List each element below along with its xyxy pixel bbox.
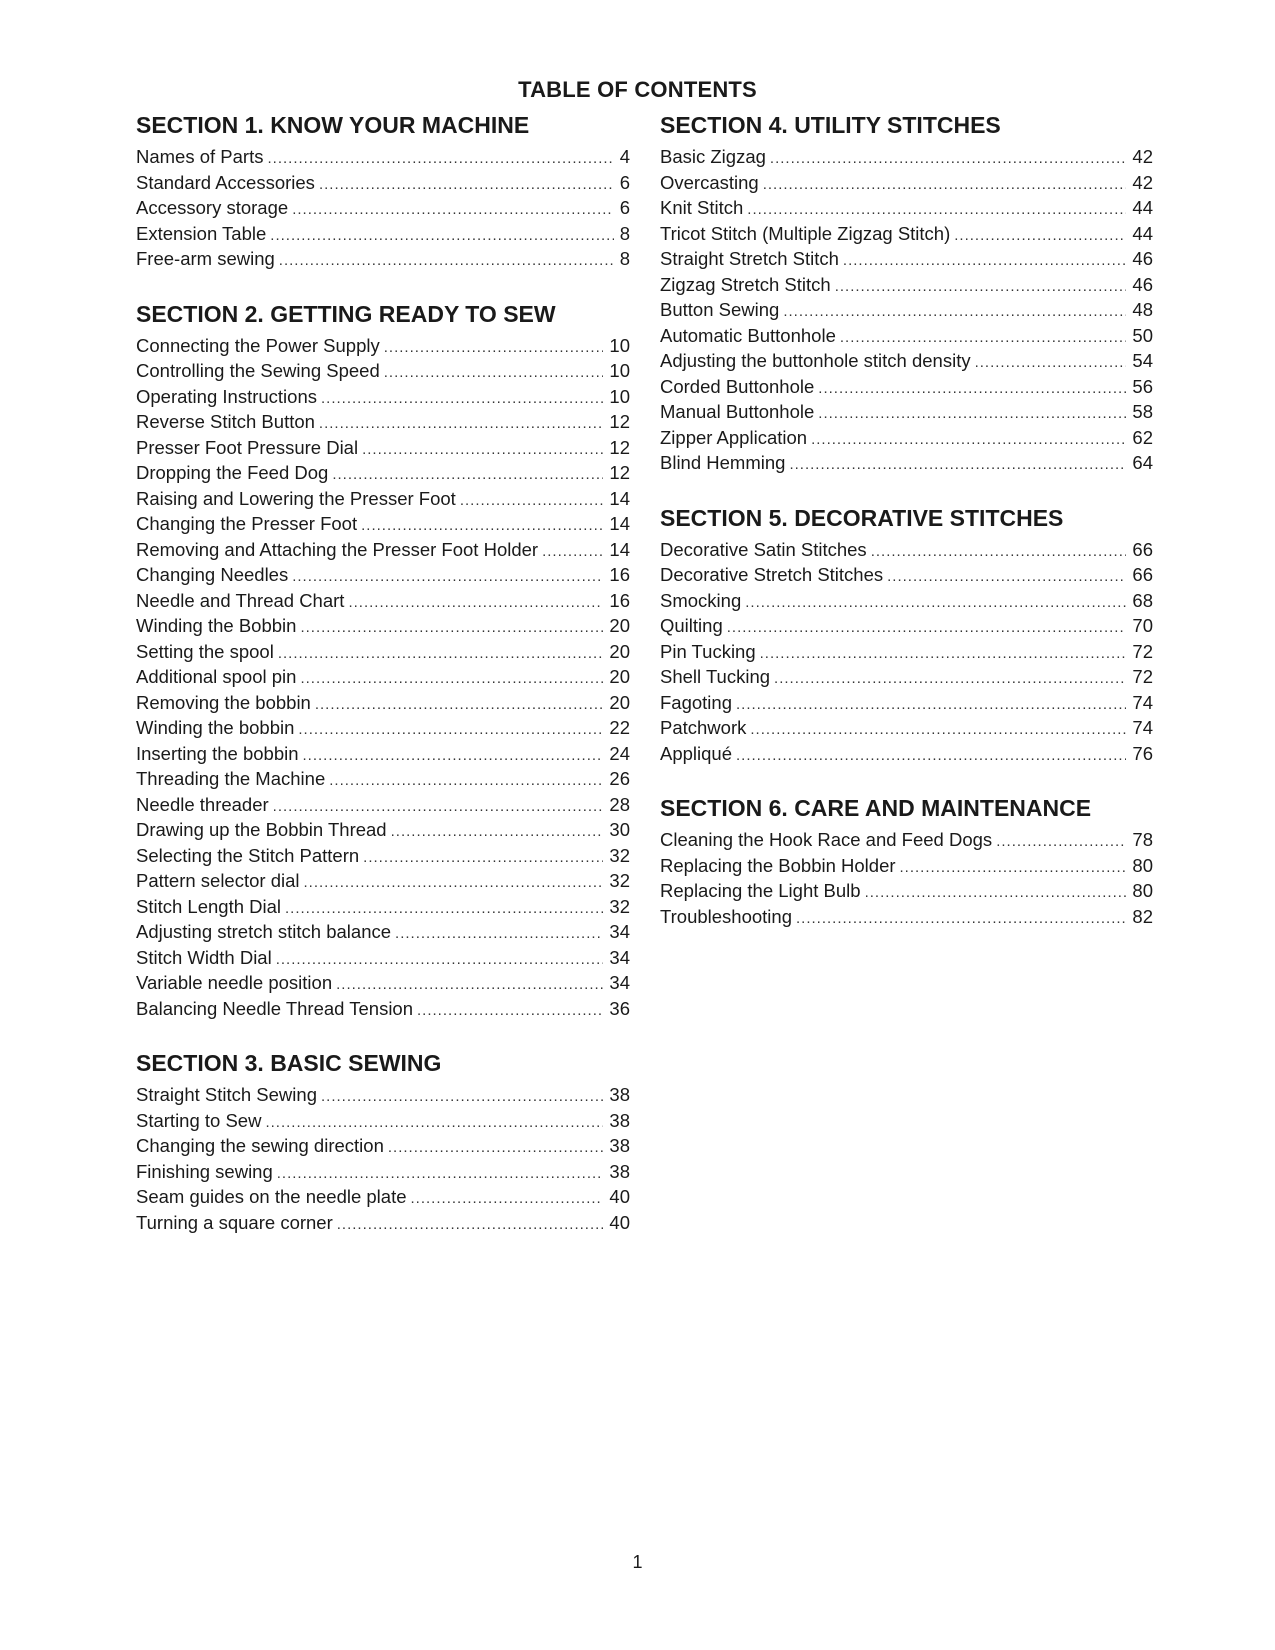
toc-entry-label: Needle threader [136, 793, 269, 815]
toc-entry-label: Winding the bobbin [136, 717, 295, 738]
toc-entry[interactable] [136, 613, 630, 639]
toc-entry-page: 32 [609, 870, 630, 891]
toc-entry-label: Corded Buttonhole [660, 375, 815, 397]
dot-leader [270, 223, 613, 249]
toc-section-section-3 [136, 1049, 630, 1235]
toc-entry[interactable] [136, 817, 630, 843]
toc-entry[interactable] [136, 919, 630, 945]
toc-entry[interactable] [136, 664, 630, 690]
toc-entry-label: Winding the Bobbin [136, 615, 297, 636]
toc-entry[interactable] [660, 639, 1153, 665]
toc-entry-page: 6 [619, 197, 630, 218]
toc-entry-page: 80 [1132, 854, 1153, 876]
toc-entry-page: 40 [609, 1211, 630, 1233]
toc-entry-page: 44 [1132, 222, 1153, 244]
toc-entry[interactable] [136, 170, 630, 196]
toc-entry-page: 8 [619, 248, 630, 269]
dot-leader [417, 998, 603, 1024]
toc-entry-label: Stitch Length Dial [136, 895, 282, 917]
toc-entry-label: Dropping the Feed Dog [136, 462, 329, 483]
toc-entry[interactable] [136, 894, 630, 920]
toc-entry[interactable] [136, 970, 630, 996]
dot-leader [770, 146, 1127, 172]
toc-entry-label: Drawing up the Bobbin Thread [136, 819, 387, 840]
dot-leader [265, 1110, 603, 1136]
toc-entry-label: Replacing the Bobbin Holder [660, 854, 896, 876]
toc-section-section-2 [136, 300, 630, 1022]
dot-leader [789, 452, 1126, 478]
toc-entry-label: Finishing sewing [136, 1160, 273, 1182]
toc-entry[interactable] [660, 741, 1153, 767]
dot-leader [361, 513, 603, 539]
toc-entry-page: 20 [609, 666, 630, 687]
toc-entry[interactable] [136, 1210, 630, 1236]
dot-leader [763, 172, 1127, 198]
toc-entry-label: Pin Tucking [660, 640, 756, 662]
toc-entry-page: 46 [1132, 248, 1153, 269]
toc-entry-page: 64 [1132, 452, 1153, 473]
toc-entry-label: Reverse Stitch Button [136, 411, 315, 432]
toc-entry-label: Button Sewing [660, 299, 780, 320]
toc-entry-label: Cleaning the Hook Race and Feed Dogs [660, 829, 993, 850]
toc-entry-page: 14 [609, 538, 630, 560]
toc-entry[interactable] [136, 511, 630, 537]
toc-entry-label: Accessory storage [136, 197, 289, 218]
dot-leader [783, 299, 1126, 325]
dot-leader [384, 335, 604, 361]
toc-entry-page: 20 [609, 615, 630, 636]
toc-entry-page: 6 [619, 171, 630, 193]
toc-entry-label: Seam guides on the needle plate [136, 1186, 407, 1207]
dot-leader [384, 360, 604, 386]
toc-entry[interactable] [660, 664, 1153, 690]
toc-left-column [136, 111, 630, 1235]
dot-leader [954, 223, 1126, 249]
dot-leader [774, 666, 1126, 692]
section-heading: SECTION 6. CARE AND MAINTENANCE [660, 795, 1092, 821]
dot-leader [277, 1161, 604, 1187]
toc-entry-page: 42 [1132, 146, 1153, 167]
toc-entry[interactable] [136, 333, 630, 359]
toc-entry[interactable] [136, 537, 630, 563]
toc-entry-page: 38 [609, 1109, 630, 1131]
toc-entry[interactable] [136, 715, 630, 741]
dot-leader [278, 641, 604, 667]
toc-entry-page: 40 [609, 1186, 630, 1207]
toc-entry-label: Inserting the bobbin [136, 742, 299, 764]
toc-entry-label: Adjusting stretch stitch balance [136, 921, 392, 942]
toc-entry-page: 72 [1132, 666, 1153, 687]
dot-leader [348, 590, 603, 616]
toc-entry[interactable] [660, 323, 1153, 349]
toc-entry[interactable] [136, 435, 630, 461]
toc-entry-label: Changing the Presser Foot [136, 513, 358, 534]
toc-entry-page: 30 [609, 819, 630, 840]
toc-entry-page: 68 [1132, 589, 1153, 611]
toc-entry-page: 10 [609, 360, 630, 381]
dot-leader [835, 274, 1127, 300]
dot-leader [279, 248, 614, 274]
toc-entry-label: Patchwork [660, 717, 747, 738]
toc-entry[interactable] [136, 195, 630, 221]
toc-entry-label: Controlling the Sewing Speed [136, 360, 380, 381]
dot-leader [840, 325, 1127, 351]
dot-leader [736, 692, 1126, 718]
toc-entry[interactable] [136, 144, 630, 170]
toc-entry-label: Automatic Buttonhole [660, 324, 836, 346]
toc-entry[interactable] [660, 297, 1153, 323]
toc-entry[interactable] [136, 460, 630, 486]
dot-leader [865, 880, 1127, 906]
toc-entry-page: 46 [1132, 273, 1153, 295]
dot-leader [300, 615, 603, 641]
toc-entry-label: Presser Foot Pressure Dial [136, 436, 359, 458]
toc-entry-label: Overcasting [660, 171, 759, 193]
toc-entry-label: Blind Hemming [660, 452, 786, 473]
toc-entry-page: 36 [609, 997, 630, 1019]
toc-entry-label: Free-arm sewing [136, 248, 275, 269]
toc-entry-page: 50 [1132, 324, 1153, 346]
toc-entry[interactable] [660, 613, 1153, 639]
toc-entry-label: Decorative Stretch Stitches [660, 564, 884, 585]
toc-entry-label: Removing and Attaching the Presser Foot Holder [136, 538, 539, 560]
dot-leader [363, 845, 603, 871]
toc-entry[interactable] [660, 450, 1153, 476]
dot-leader [285, 896, 603, 922]
dot-leader [319, 172, 614, 198]
toc-entry[interactable] [136, 588, 630, 614]
page-title: TABLE OF CONTENTS [518, 77, 757, 102]
toc-entry[interactable] [660, 144, 1153, 170]
dot-leader [321, 1084, 603, 1110]
section-heading: SECTION 2. GETTING READY TO SEW [136, 300, 556, 327]
dot-leader [337, 1212, 604, 1238]
toc-entry-page: 70 [1132, 615, 1153, 636]
toc-entry[interactable] [136, 409, 630, 435]
dot-leader [818, 401, 1126, 427]
toc-entry-page: 4 [619, 146, 630, 167]
toc-entry[interactable] [136, 384, 630, 410]
dot-leader [292, 197, 614, 223]
toc-entry-label: Replacing the Light Bulb [660, 880, 861, 901]
toc-entry-label: Changing Needles [136, 564, 289, 585]
toc-entry-page: 56 [1132, 375, 1153, 397]
dot-leader [843, 248, 1127, 274]
toc-entry-label: Operating Instructions [136, 385, 317, 407]
toc-entry[interactable] [660, 690, 1153, 716]
toc-entry-label: Adjusting the buttonhole stitch density [660, 350, 971, 371]
toc-entry-label: Turning a square corner [136, 1211, 333, 1233]
toc-right-column [660, 111, 1153, 929]
toc-entry-label: Starting to Sew [136, 1109, 262, 1131]
toc-entry-page: 42 [1132, 171, 1153, 193]
toc-entry-page: 26 [609, 768, 630, 789]
toc-entry-label: Pattern selector dial [136, 870, 300, 891]
toc-entry[interactable] [136, 792, 630, 818]
toc-entry-label: Appliqué [660, 742, 733, 764]
dot-leader [300, 666, 603, 692]
toc-entry-label: Fagoting [660, 691, 732, 713]
toc-section-section-6 [660, 794, 1153, 929]
toc-entry-label: Basic Zigzag [660, 146, 766, 167]
toc-entry-page: 8 [619, 222, 630, 244]
dot-leader [276, 947, 604, 973]
toc-entry-label: Variable needle position [136, 972, 333, 993]
dot-leader [811, 427, 1126, 453]
toc-entry[interactable] [660, 588, 1153, 614]
toc-entry-page: 12 [609, 462, 630, 483]
toc-entry[interactable] [136, 1108, 630, 1134]
toc-entry-page: 22 [609, 717, 630, 738]
toc-entry-label: Manual Buttonhole [660, 401, 815, 422]
toc-entry-page: 66 [1132, 564, 1153, 585]
dot-leader [727, 615, 1127, 641]
toc-entry[interactable] [660, 221, 1153, 247]
dot-leader [750, 717, 1126, 743]
toc-entry-page: 54 [1132, 350, 1153, 371]
toc-entry[interactable] [136, 358, 630, 384]
toc-entry[interactable] [136, 868, 630, 894]
toc-entry[interactable] [136, 690, 630, 716]
toc-entry-label: Additional spool pin [136, 666, 297, 687]
toc-entry-page: 78 [1132, 829, 1153, 850]
dot-leader [871, 539, 1127, 565]
toc-entry[interactable] [136, 562, 630, 588]
page-number: 1 [632, 1552, 643, 1572]
toc-entry-page: 62 [1132, 426, 1153, 448]
toc-entry-label: Zipper Application [660, 426, 808, 448]
toc-entry-page: 20 [609, 640, 630, 662]
toc-entry[interactable] [136, 741, 630, 767]
section-heading: SECTION 5. DECORATIVE STITCHES [660, 504, 1064, 531]
toc-entry-label: Shell Tucking [660, 666, 771, 687]
dot-leader [887, 564, 1126, 590]
dot-leader [760, 641, 1127, 667]
dot-leader [303, 743, 604, 769]
dot-leader [391, 819, 604, 845]
toc-entry[interactable] [136, 843, 630, 869]
toc-entry-label: Stitch Width Dial [136, 946, 272, 968]
toc-entry-page: 32 [609, 844, 630, 866]
dot-leader [332, 462, 603, 488]
toc-entry[interactable] [136, 1133, 630, 1159]
toc-entry-label: Raising and Lowering the Presser Foot [136, 487, 456, 509]
dot-leader [273, 794, 604, 820]
toc-entry[interactable] [660, 715, 1153, 741]
toc-entry[interactable] [660, 170, 1153, 196]
dot-leader [388, 1135, 604, 1161]
toc-entry-page: 16 [609, 564, 630, 585]
dot-leader [542, 539, 603, 565]
toc-entry-page: 80 [1132, 880, 1153, 901]
toc-entry-page: 24 [609, 742, 630, 764]
toc-entry-label: Balancing Needle Thread Tension [136, 997, 414, 1019]
toc-entry-page: 82 [1132, 905, 1153, 927]
toc-entry-page: 12 [609, 436, 630, 458]
dot-leader [321, 386, 603, 412]
toc-entry-label: Removing the bobbin [136, 691, 311, 713]
toc-entry-label: Needle and Thread Chart [136, 589, 345, 611]
toc-entry[interactable] [660, 425, 1153, 451]
toc-entry-page: 10 [609, 385, 630, 407]
toc-section-section-5 [660, 504, 1153, 767]
dot-leader [818, 376, 1126, 402]
toc-entry-page: 28 [609, 793, 630, 815]
toc-entry[interactable] [136, 1082, 630, 1108]
dot-leader [336, 972, 603, 998]
dot-leader [460, 488, 604, 514]
dot-leader [747, 197, 1126, 223]
dot-leader [395, 921, 603, 947]
toc-entry-label: Setting the spool [136, 640, 274, 662]
dot-leader [304, 870, 604, 896]
toc-entry[interactable] [660, 562, 1153, 588]
toc-entry-label: Decorative Satin Stitches [660, 538, 867, 560]
dot-leader [975, 350, 1127, 376]
toc-entry[interactable] [136, 246, 630, 272]
toc-entry-label: Quilting [660, 615, 723, 636]
toc-entry[interactable] [660, 399, 1153, 425]
toc-entry-page: 38 [609, 1084, 630, 1105]
toc-entry-page: 34 [609, 921, 630, 942]
dot-leader [329, 768, 603, 794]
toc-entry[interactable] [660, 853, 1153, 879]
toc-entry[interactable] [660, 827, 1153, 853]
dot-leader [900, 855, 1127, 881]
toc-entry[interactable] [136, 486, 630, 512]
toc-entry[interactable] [660, 374, 1153, 400]
toc-entry-label: Extension Table [136, 222, 267, 244]
dot-leader [411, 1186, 604, 1212]
toc-entry[interactable] [136, 996, 630, 1022]
toc-entry-page: 12 [609, 411, 630, 432]
toc-entry-page: 38 [609, 1160, 630, 1182]
toc-entry-page: 76 [1132, 742, 1153, 764]
toc-entry-label: Knit Stitch [660, 197, 744, 218]
toc-entry-page: 16 [609, 589, 630, 611]
dot-leader [315, 692, 604, 718]
toc-entry-page: 44 [1132, 197, 1153, 218]
toc-entry-page: 10 [609, 334, 630, 356]
toc-entry[interactable] [660, 246, 1153, 272]
toc-entry-label: Names of Parts [136, 146, 264, 167]
toc-entry[interactable] [136, 945, 630, 971]
section-heading: SECTION 3. BASIC SEWING [136, 1050, 442, 1076]
toc-entry[interactable] [136, 639, 630, 665]
toc-entry-label: Troubleshooting [660, 905, 792, 927]
section-heading: SECTION 1. KNOW YOUR MACHINE [136, 112, 530, 138]
dot-leader [362, 437, 603, 463]
toc-entry[interactable] [136, 1159, 630, 1185]
toc-entry[interactable] [660, 904, 1153, 930]
toc-entry-label: Smocking [660, 589, 742, 611]
toc-entry[interactable] [660, 537, 1153, 563]
toc-entry-label: Standard Accessories [136, 171, 315, 193]
dot-leader [268, 146, 614, 172]
toc-entry-page: 48 [1132, 299, 1153, 320]
toc-entry-page: 58 [1132, 401, 1153, 422]
dot-leader [796, 906, 1126, 932]
dot-leader [736, 743, 1126, 769]
toc-entry-label: Tricot Stitch (Multiple Zigzag Stitch) [660, 222, 951, 244]
toc-entry-page: 72 [1132, 640, 1153, 662]
toc-entry-page: 34 [609, 972, 630, 993]
toc-entry-page: 38 [609, 1135, 630, 1156]
toc-entry-page: 34 [609, 946, 630, 968]
toc-entry[interactable] [660, 878, 1153, 904]
toc-entry-label: Threading the Machine [136, 768, 326, 789]
toc-section-section-4 [660, 111, 1153, 476]
toc-entry-label: Straight Stitch Sewing [136, 1084, 317, 1105]
toc-entry-page: 74 [1132, 691, 1153, 713]
dot-leader [319, 411, 604, 437]
toc-entry-label: Straight Stretch Stitch [660, 248, 839, 269]
toc-entry-label: Selecting the Stitch Pattern [136, 844, 360, 866]
toc-entry-label: Zigzag Stretch Stitch [660, 273, 831, 295]
toc-entry[interactable] [660, 272, 1153, 298]
dot-leader [996, 829, 1126, 855]
dot-leader [745, 590, 1126, 616]
section-heading: SECTION 4. UTILITY STITCHES [660, 112, 1001, 138]
toc-entry-page: 20 [609, 691, 630, 713]
toc-entry-label: Connecting the Power Supply [136, 334, 380, 356]
toc-entry-page: 32 [609, 895, 630, 917]
toc-entry[interactable] [660, 195, 1153, 221]
toc-entry-label: Changing the sewing direction [136, 1135, 384, 1156]
toc-entry[interactable] [660, 348, 1153, 374]
dot-leader [292, 564, 603, 590]
toc-entry-page: 66 [1132, 538, 1153, 560]
toc-entry-page: 74 [1132, 717, 1153, 738]
toc-entry[interactable] [136, 221, 630, 247]
toc-entry-page: 14 [609, 513, 630, 534]
toc-entry[interactable] [136, 1184, 630, 1210]
dot-leader [298, 717, 603, 743]
toc-entry-page: 14 [609, 487, 630, 509]
toc-section-section-1 [136, 111, 630, 272]
toc-entry[interactable] [136, 766, 630, 792]
